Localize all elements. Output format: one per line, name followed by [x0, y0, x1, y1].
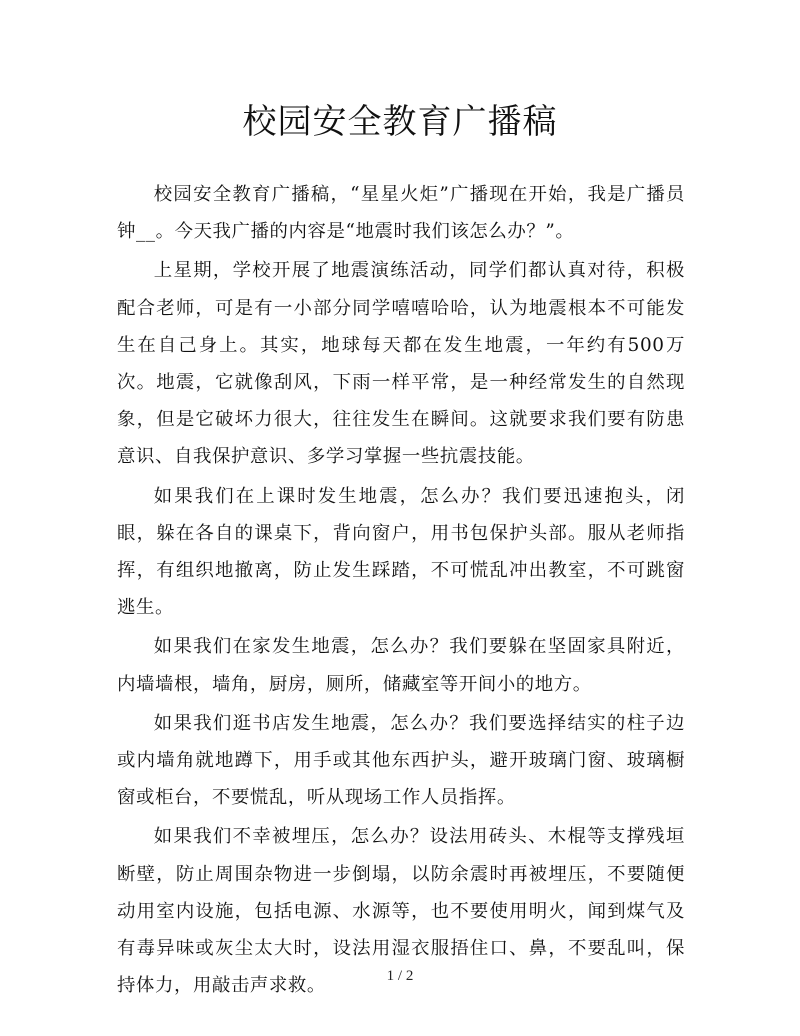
paragraph-if-trapped: 如果我们不幸被埋压，怎么办？设法用砖头、木棍等支撑残垣断壁，防止周围杂物进一步倒塌，以防余震时再被埋压，不要随便动用室内设施，包括电源、水源等，也不要使用明火，闻到煤气及有毒异味或灰尘太大时，设法用湿衣服捂住口、鼻，不要乱叫，保持体力，用敲击声求救。 — [117, 826, 685, 997]
page-number: 1 / 2 — [386, 968, 414, 984]
document-title: 校园安全教育广播稿 — [242, 102, 558, 142]
paragraph-in-class: 如果我们在上课时发生地震，怎么办？我们要迅速抱头，闭眼，躲在各自的课桌下，背向窗户，用书包保护头部。服从老师指挥，有组织地撤离，防止发生踩踏，不可慌乱冲出教室，不可跳窗逃生。 — [117, 485, 685, 619]
paragraph-drill-background: 上星期，学校开展了地震演练活动，同学们都认真对待，积极配合老师，可是有一小部分同学嘻嘻哈哈，认为地震根本不可能发生在自己身上。其实，地球每天都在发生地震，一年约有500万次。地震，它就像刮风，下雨一样平常，是一种经常发生的自然现象，但是它破坏力很大，往往发生在瞬间。这就要求我们要有防患意识、自我保护意识、多学习掌握一些抗震技能。 — [117, 260, 685, 468]
paragraph-in-bookstore: 如果我们逛书店发生地震，怎么办？我们要选择结实的柱子边或内墙角就地蹲下，用手或其他东西护头，避开玻璃门窗、玻璃橱窗或柜台，不要慌乱，听从现场工作人员指挥。 — [117, 712, 685, 809]
document-body — [117, 176, 685, 1006]
paragraph-intro: 校园安全教育广播稿，“星星火炬”广播现在开始，我是广播员钟__。今天我广播的内容是“地震时我们该怎么办？”。 — [117, 184, 685, 243]
paragraph-at-home: 如果我们在家发生地震，怎么办？我们要躲在坚固家具附近，内墙墙根，墙角，厨房，厕所，储藏室等开间小的地方。 — [117, 636, 685, 695]
